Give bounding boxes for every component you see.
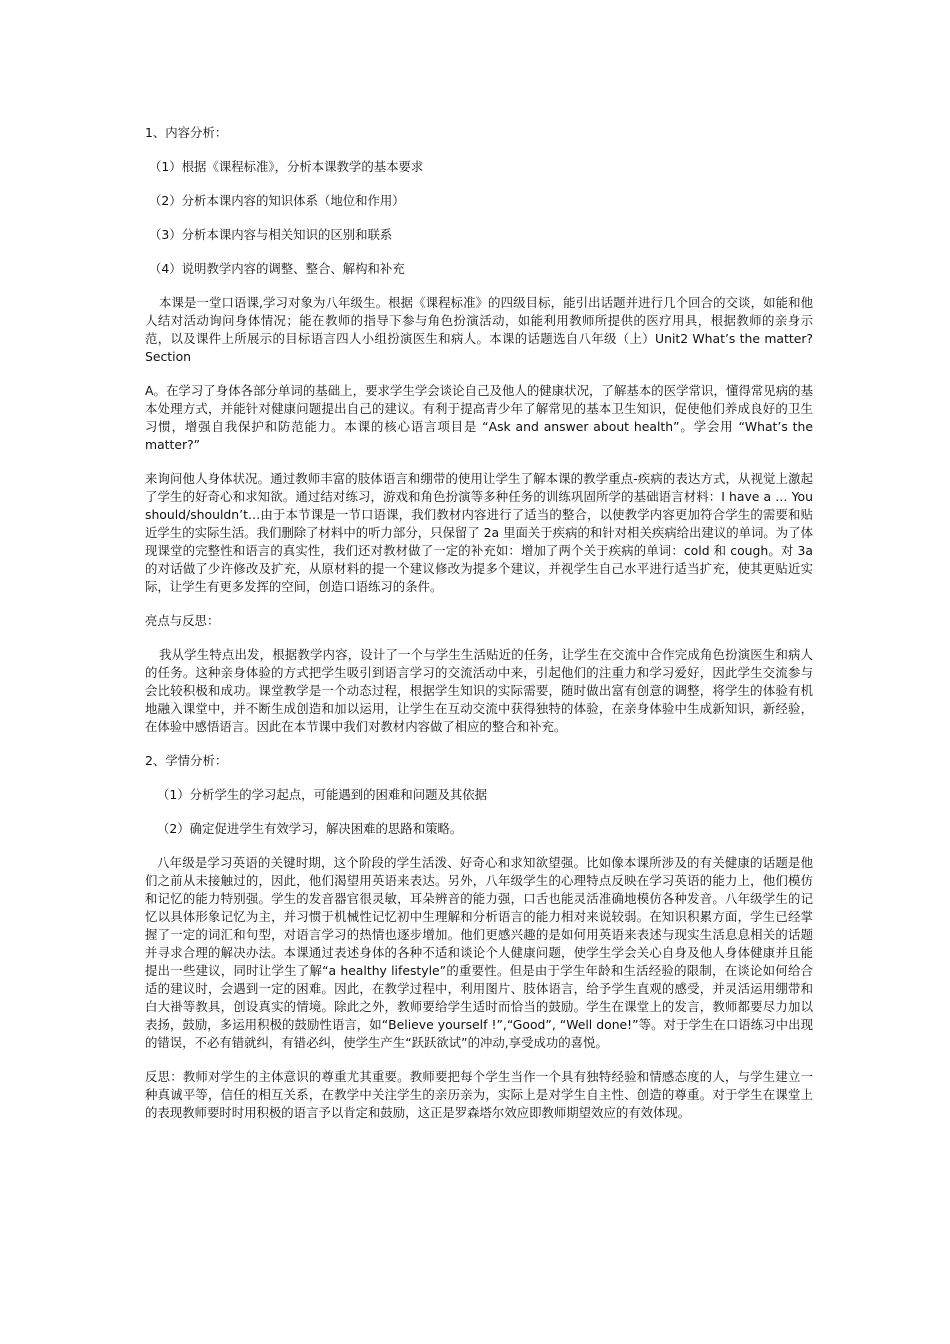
highlight-reflection-heading: 亮点与反思： xyxy=(145,613,220,628)
content-analysis-item-1: （1）根据《课程标准》，分析本课教学的基本要求 xyxy=(149,159,424,174)
content-analysis-item-2: （2）分析本课内容的知识体系（地位和作用） xyxy=(149,193,405,208)
learner-analysis-item-1: （1）分析学生的学习起点，可能遇到的困难和问题及其依据 xyxy=(157,787,488,802)
content-analysis-paragraph-2: A。在学习了身体各部分单词的基础上，要求学生学会谈论自己及他人的健康状况，了解基本的医学常识，懂得常见病的基本处理方式，并能针对健康问题提出自己的建议。有利于提高青少年了解常见的基本卫生知识，促使他们养成良好的卫生习惯，增强自我保护和防范能力。本课的核心语言项目是 “Ask and answer about health”。学会用 “What’s the matter?” xyxy=(145,383,813,452)
document-body xyxy=(145,124,813,1138)
content-analysis-paragraph-1: 本课是一堂口语课,学习对象为八年级生。根据《课程标准》的四级目标，能引出话题并进行几个回合的交谈，如能和他人结对活动询问身体情况；能在教师的指导下参与角色扮演活动，如能利用教师所提供的医疗用具，根据教师的亲身示范，以及课件上所展示的目标语言四人小组扮演医生和病人。本课的话题选自八年级（上）Unit2 What’s the matter? Section xyxy=(145,295,813,364)
learner-reflection-paragraph: 反思：教师对学生的主体意识的尊重尤其重要。教师要把每个学生当作一个具有独特经验和情感态度的人，与学生建立一种真诚平等，信任的相互关系，在教学中关注学生的亲历亲为，实际上是对学生自主性、创造的尊重。对于学生在课堂上的表现教师要时时用积极的语言予以肯定和鼓励，这正是罗森塔尔效应即教师期望效应的有效体现。 xyxy=(145,1069,813,1120)
section-heading-content-analysis: 1、内容分析： xyxy=(145,125,228,140)
content-analysis-item-4: （4）说明教学内容的调整、整合、解构和补充 xyxy=(149,261,405,276)
content-analysis-item-3: （3）分析本课内容与相关知识的区别和联系 xyxy=(149,227,393,242)
section-heading-learner-analysis: 2、学情分析： xyxy=(145,753,228,768)
highlight-reflection-paragraph: 我从学生特点出发，根据教学内容，设计了一个与学生生活贴近的任务，让学生在交流中合作完成角色扮演医生和病人的任务。这种亲身体验的方式把学生吸引到语言学习的交流活动中来，引起他们的注重力和学习爱好，因此学生交流参与会比较积极和成功。课堂教学是一个动态过程，根据学生知识的实际需要，随时做出富有创意的调整，将学生的体验有机地融入课堂中，并不断生成创造和加以运用，让学生在互动交流中获得独特的体验，在亲身体验中生成新知识，新经验，在体验中感悟语言。因此在本节课中我们对教材内容做了相应的整合和补充。 xyxy=(145,647,813,734)
content-analysis-paragraph-3: 来询问他人身体状况。通过教师丰富的肢体语言和绷带的使用让学生了解本课的教学重点-疾病的表达方式，从视觉上激起了学生的好奇心和求知欲。通过结对练习，游戏和角色扮演等多种任务的训练巩固所学的基础语言材料：I have a … You should/shouldn’t…由于本节课是一节口语课，我们教材内容进行了适当的整合，以使教学内容更加符合学生的需要和贴近学生的实际生活。我们删除了材料中的听力部分，只保留了 2a 里面关于疾病的和针对相关疾病给出建议的单词。为了体现课堂的完整性和语言的真实性，我们还对教材做了一定的补充如：增加了两个关于疾病的单词：cold 和 cough。对 3a 的对话做了少许修改及扩充，从原材料的提一个建议修改为提多个建议，并视学生自己水平进行适当扩充，使其更贴近实际，让学生有更多发挥的空间，创造口语练习的条件。 xyxy=(145,471,813,594)
learner-analysis-item-2: （2）确定促进学生有效学习，解决困难的思路和策略。 xyxy=(157,821,463,836)
learner-analysis-paragraph: 八年级是学习英语的关键时期，这个阶段的学生活泼、好奇心和求知欲望强。比如像本课所涉及的有关健康的话题是他们之前从未接触过的，因此，他们渴望用英语来表达。另外，八年级学生的心理特点反映在学习英语的能力上，他们模仿和记忆的能力特别强。学生的发音器官很灵敏，耳朵辨音的能力强，口舌也能灵活准确地模仿各种发音。八年级学生的记忆以具体形象记忆为主，并习惯于机械性记忆初中生理解和分析语言的能力相对来说较弱。在知识积累方面，学生已经掌握了一定的词汇和句型，对语言学习的热情也逐步增加。他们更感兴趣的是如何用英语来表述与现实生活息息相关的话题并寻求合理的解决办法。本课通过表述身体的各种不适和谈论个人健康问题，使学生学会关心自身及他人身体健康并且能提出一些建议，同时让学生了解“a healthy lifestyle”的重要性。但是由于学生年龄和生活经验的限制，在谈论如何给合适的建议时，会遇到一定的困难。因此，在教学过程中，利用图片、肢体语言，给予学生直观的感受，并灵活运用绷带和白大褂等教具，创设真实的情境。除此之外，教师要给学生适时而恰当的鼓励。学生在课堂上的发言，教师都要尽力加以表扬，鼓励，多运用积极的鼓励性语言，如“Believe yourself !”,“Good”, “Well done!”等。对于学生在口语练习中出现的错误，不必有错就纠，有错必纠，使学生产生“跃跃欲试”的冲动,享受成功的喜悦。 xyxy=(145,855,813,1050)
